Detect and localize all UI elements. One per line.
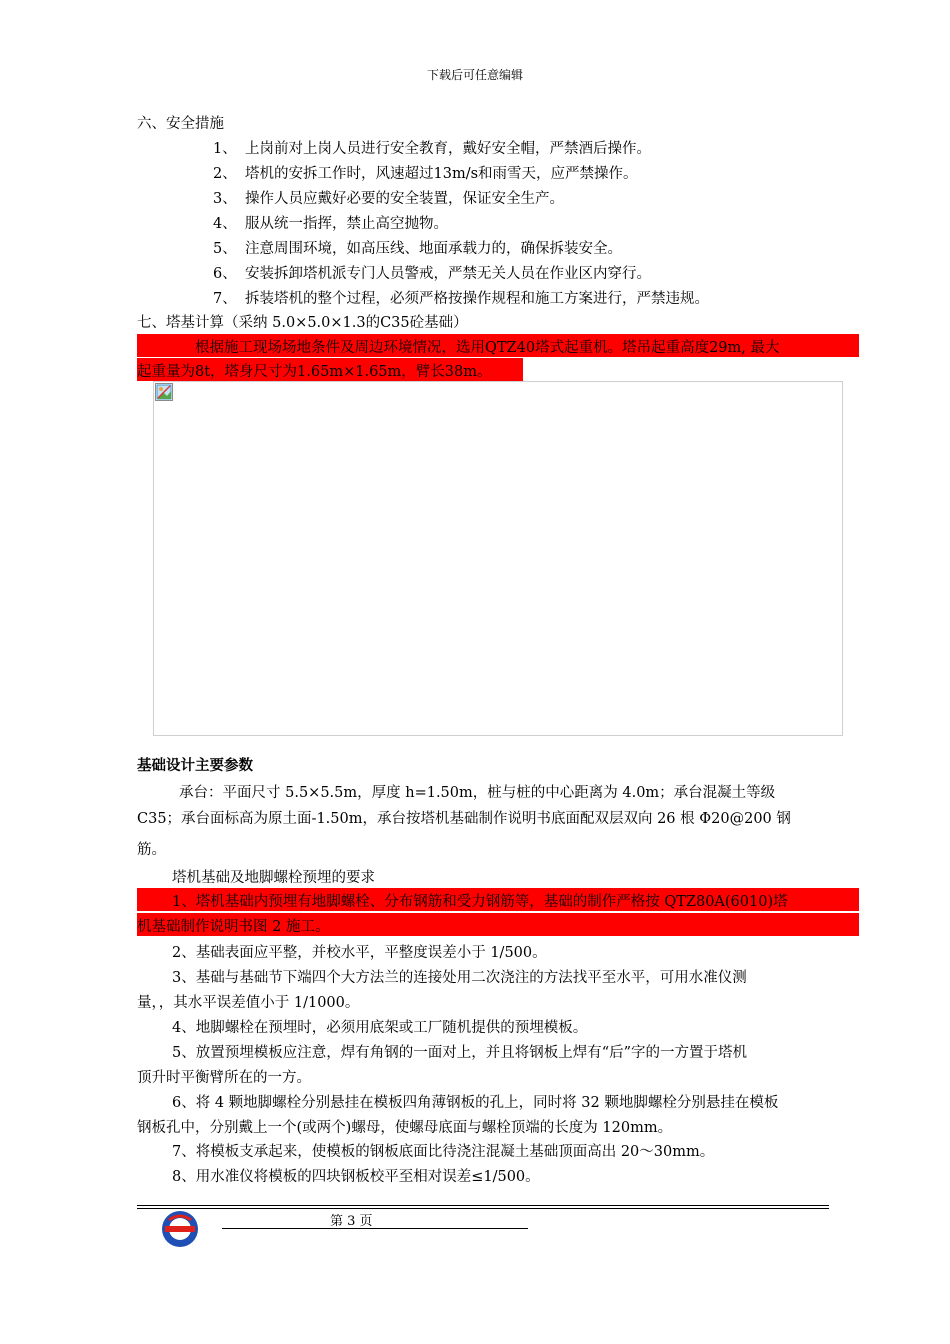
requirement-text: 机基础制作说明书图 2 施工。 [137, 919, 330, 935]
item-number: 4、 [213, 216, 237, 232]
footer-rule [137, 1205, 829, 1206]
params-line: 筋。 [137, 842, 166, 858]
requirement-text: 2、基础表面应平整，并校水平，平整度误差小于 1/500。 [172, 945, 547, 961]
item-number: 7、 [213, 291, 237, 307]
list-item [213, 212, 448, 233]
highlight-text-1: 根据施工现场场地条件及周边环境情况，选用QTZ40塔式起重机。塔吊起重高度29m, 最大 [195, 340, 780, 356]
item-text: 服从统一指挥，禁止高空抛物。 [245, 216, 448, 232]
item-text: 塔机的安拆工作时，风速超过13m/s和雨雪天，应严禁操作。 [245, 166, 638, 182]
requirement-text: 顶升时平衡臂所在的一方。 [137, 1070, 311, 1086]
item-text: 操作人员应戴好必要的安全装置，保证安全生产。 [245, 191, 564, 207]
params-title: 基础设计主要参数 [137, 758, 253, 774]
list-item [213, 162, 638, 183]
item-number: 1、 [213, 141, 237, 157]
params-line: 承台：平面尺寸 5.5×5.5m，厚度 h=1.50m，桩与桩的中心距离为 4.0m；承台混凝土等级 [179, 785, 776, 801]
item-text: 上岗前对上岗人员进行安全教育，戴好安全帽，严禁酒后操作。 [245, 141, 651, 157]
list-item [213, 237, 622, 258]
requirement-text: 钢板孔中，分别戴上一个(或两个)螺母，使螺母底面与螺栓顶端的长度为 120mm。 [137, 1120, 673, 1136]
section6-title: 六、安全措施 [137, 116, 224, 132]
section7-title: 七、塔基计算（采纳 5.0×5.0×1.3的C35砼基础） [137, 315, 468, 331]
requirement-text: 3、基础与基础节下端四个大方法兰的连接处用二次浇注的方法找平至水平，可用水准仪测 [172, 970, 747, 986]
item-text: 安装拆卸塔机派专门人员警戒，严禁无关人员在作业区内穿行。 [245, 266, 651, 282]
broken-image-icon [155, 383, 173, 401]
requirement-text: 1、塔机基础内预埋有地脚螺栓、分布钢筋和受力钢筋等，基础的制作严格按 QTZ80A(6010)塔 [172, 894, 788, 910]
list-item [213, 187, 564, 208]
requirement-text: 5、放置预埋模板应注意，焊有角钢的一面对上，并且将钢板上焊有“后”字的一方置于塔机 [172, 1045, 748, 1061]
list-item [213, 262, 651, 283]
item-number: 2、 [213, 166, 237, 182]
footer-rule [137, 1208, 829, 1209]
item-text: 拆装塔机的整个过程，必须严格按操作规程和施工方案进行，严禁违规。 [245, 291, 709, 307]
requirement-text: 8、用水准仪将模板的四块钢板校平至相对误差≤1/500。 [172, 1169, 540, 1185]
highlight-text-2: 起重量为8t，塔身尺寸为1.65m×1.65m，臂长38m。 [137, 364, 492, 380]
requirement-text: 7、将模板支承起来，使模板的钢板底面比待浇注混凝土基础顶面高出 20～30mm。 [172, 1144, 715, 1160]
requirement-text: 量，，其水平误差值小于 1/1000。 [137, 995, 360, 1011]
requirement-text: 6、将 4 颗地脚螺栓分别悬挂在模板四角薄钢板的孔上，同时将 32 颗地脚螺栓分别悬挂在模板 [172, 1095, 779, 1111]
item-number: 5、 [213, 241, 237, 257]
item-number: 6、 [213, 266, 237, 282]
requirement-text: 4、地脚螺栓在预埋时，必须用底架或工厂随机提供的预埋模板。 [172, 1020, 588, 1036]
list-item [213, 287, 709, 308]
footer-underline [222, 1228, 528, 1229]
company-logo-icon [161, 1210, 199, 1248]
image-placeholder [153, 381, 843, 736]
requirements-title: 塔机基础及地脚螺栓预埋的要求 [172, 870, 375, 886]
params-line: C35；承台面标高为原土面-1.50m，承台按塔机基础制作说明书底面配双层双向 26 根 Φ20@200 钢 [137, 811, 791, 827]
page-number: 第 3 页 [330, 1214, 373, 1229]
item-text: 注意周围环境，如高压线、地面承载力的，确保拆装安全。 [245, 241, 622, 257]
list-item [213, 137, 651, 158]
header-note: 下载后可任意编辑 [426, 68, 523, 82]
item-number: 3、 [213, 191, 237, 207]
